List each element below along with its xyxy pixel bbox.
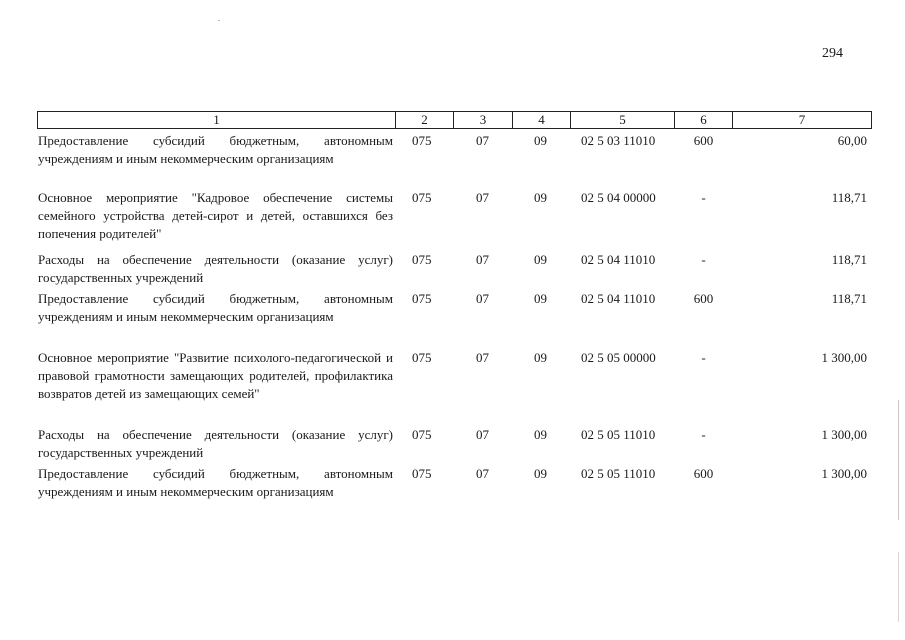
header-col-6: 6	[674, 112, 732, 128]
row-description: Основное мероприятие "Развитие психолого-педагогической и правовой грамотности замещающих родителей, профилактика возвратов детей из замещающих семей"	[38, 350, 393, 401]
row-col-7: 60,00	[837, 133, 867, 148]
row-description: Предоставление субсидий бюджетным, автономным учреждениям и иным некоммерческим организациям	[38, 133, 393, 166]
row-col-4: 09	[534, 291, 547, 306]
header-col-2: 2	[395, 112, 453, 128]
row-col-3: 07	[476, 291, 489, 306]
row-col-6: 600	[693, 291, 714, 306]
scan-speck	[218, 20, 220, 21]
row-col-4: 09	[534, 427, 547, 442]
row-col-7: 1 300,00	[821, 466, 867, 481]
row-description: Расходы на обеспечение деятельности (оказание услуг) государственных учреждений	[38, 427, 393, 460]
row-col-5: 02 5 04 11010	[581, 291, 656, 306]
row-col-2: 075	[412, 133, 432, 148]
row-col-4: 09	[534, 252, 547, 267]
row-col-6: -	[701, 190, 706, 205]
row-col-2: 075	[412, 427, 432, 442]
row-col-4: 09	[534, 466, 547, 481]
row-col-2: 075	[412, 466, 432, 481]
row-col-6: 600	[693, 133, 714, 148]
row-col-7: 118,71	[831, 252, 867, 267]
scan-edge-line	[898, 400, 899, 520]
row-col-7: 1 300,00	[821, 350, 867, 365]
row-col-4: 09	[534, 133, 547, 148]
header-col-3: 3	[453, 112, 512, 128]
header-col-1: 1	[213, 112, 220, 127]
row-col-2: 075	[412, 350, 432, 365]
row-col-5: 02 5 04 00000	[581, 190, 656, 205]
table-header	[37, 111, 872, 129]
row-col-4: 09	[534, 350, 547, 365]
row-col-6: -	[701, 350, 706, 365]
row-col-3: 07	[476, 190, 489, 205]
row-col-3: 07	[476, 252, 489, 267]
row-col-5: 02 5 05 11010	[581, 466, 656, 481]
row-col-2: 075	[412, 291, 432, 306]
row-col-7: 118,71	[831, 291, 867, 306]
row-col-6: -	[701, 252, 706, 267]
row-col-5: 02 5 05 11010	[581, 427, 656, 442]
row-col-3: 07	[476, 350, 489, 365]
row-col-4: 09	[534, 190, 547, 205]
row-col-2: 075	[412, 252, 432, 267]
row-col-5: 02 5 03 11010	[581, 133, 656, 148]
row-description: Расходы на обеспечение деятельности (оказание услуг) государственных учреждений	[38, 252, 393, 285]
row-col-3: 07	[476, 427, 489, 442]
row-col-2: 075	[412, 190, 432, 205]
row-col-3: 07	[476, 466, 489, 481]
row-col-3: 07	[476, 133, 489, 148]
row-description: Предоставление субсидий бюджетным, автономным учреждениям и иным некоммерческим организациям	[38, 466, 393, 499]
page-number: 294	[822, 46, 843, 61]
row-col-5: 02 5 05 00000	[581, 350, 656, 365]
scan-edge-line	[898, 552, 899, 622]
row-col-6: 600	[693, 466, 714, 481]
header-col-7: 7	[732, 112, 871, 128]
row-col-6: -	[701, 427, 706, 442]
row-description: Основное мероприятие "Кадровое обеспечение системы семейного устройства детей-сирот и детей, оставшихся без попечения родителей"	[38, 190, 393, 241]
header-col-5: 5	[570, 112, 674, 128]
header-col-4: 4	[512, 112, 570, 128]
row-col-7: 1 300,00	[821, 427, 867, 442]
row-col-5: 02 5 04 11010	[581, 252, 656, 267]
row-description: Предоставление субсидий бюджетным, автономным учреждениям и иным некоммерческим организациям	[38, 291, 393, 324]
row-col-7: 118,71	[831, 190, 867, 205]
